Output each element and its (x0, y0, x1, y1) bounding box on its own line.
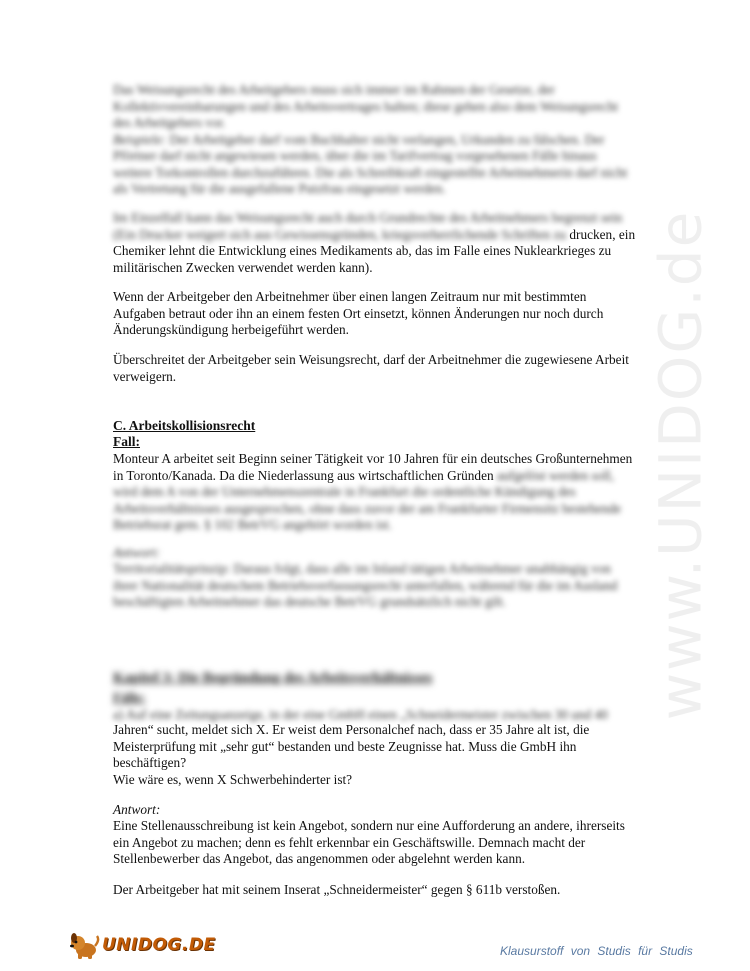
chapter-3-last-line: Der Arbeitgeber hat mit seinem Inserat „Schneidermeister“ gegen § 611b verstoßen. (113, 882, 561, 897)
case-blurred-text: aufgelöst werden soll, wird dem A von der Unternehmenszentrale in Frankfurt die ordentliche Kündigung des Arbeitsverhältnisses ausgesprochen, ohne dass zuvor der am Frankfurter Firmensitz bestehende Betriebsrat gem. § 102 BetrVG angehört worden ist. (113, 467, 622, 532)
chapter-3-heading: Kapitel 3: Die Begründung des Arbeitsverhältnisses (113, 670, 433, 686)
watermark-text: www.UNIDOG.de (646, 209, 714, 721)
watermark (640, 209, 720, 721)
chapter-3-faelle-label: Fälle: (113, 690, 146, 705)
paragraph-blurred-part: Im Einzelfall kann das Weisungsrecht auch durch Grundrechte des Arbeitnehmers begrenzt sein (Ein Drucker weigert sich aus Gewissensgründen, kriegsverherrlichende Schriften zu (113, 210, 623, 242)
example-label: Beispiele: (113, 131, 167, 147)
paragraph-grundrechte (113, 210, 638, 276)
chapter-3-case-text (113, 722, 638, 788)
chapter-3-answer-text: Eine Stellenausschreibung ist kein Angebot, sondern nur eine Aufforderung an andere, ihrerseits ein Angebot zu machen; denn es fehlt erkennbar ein Geschäftswille. Demnach macht der Stellenbewerber das Angebot, das angenommen oder abgelehnt werden kann. (113, 818, 625, 866)
paragraph-weisungsrecht-blurred (113, 82, 638, 198)
unidog-logo[interactable] (66, 930, 216, 960)
case-question-2: Wie wäre es, wenn X Schwerbehinderter ist? (113, 771, 353, 787)
case-visible-text: Monteur A arbeitet seit Beginn seiner Tätigkeit vor 10 Jahren für ein deutsches Großunternehmen in Toronto/Kanada. Da die Niederlassung aus wirtschaftlichen Gründen (113, 451, 633, 483)
chapter-3-case-blurred-line: a) Auf eine Zeitungsanzeige, in der eine GmbH einen „Schneidermeister zwischen 30 und 40 (113, 707, 608, 722)
section-c-answer-label: Antwort: (113, 545, 161, 560)
dog-mascot-icon (66, 930, 100, 960)
paragraph-aenderungskuendigung (113, 289, 638, 339)
chapter-3-answer-label: Antwort: (113, 802, 161, 817)
section-c-case (113, 451, 638, 534)
paragraph-visible-part: drucken, ein Chemiker lehnt die Entwicklung eines Medikaments ab, das im Falle eines Nuklearkrieges zu militärischen Zwecken verwendet werden kann). (113, 226, 636, 275)
logo-text: UNIDOG.DE (102, 935, 216, 955)
section-c-answer-text: Territorialitätsprinzip: Daraus folgt, dass alle im Inland tätigen Arbeitnehmer unabhängig von ihrer Nationalität deutschem Betriebsverfassungsrecht unterfallen, während für die im Ausland beschäftigten Arbeitnehmer das deutsche BetrVG grundsätzlich nicht gilt. (113, 561, 618, 609)
paragraph-weigerungsrecht (113, 352, 638, 385)
paragraph-text: Wenn der Arbeitgeber den Arbeitnehmer über einen langen Zeitraum nur mit bestimmten Aufgaben betraut oder ihn an einem festen Ort einsetzt, können Änderungen nur noch durch Änderungskündigung herbeigeführt werden. (113, 289, 604, 337)
case-text: Jahren“ sucht, meldet sich X. Er weist dem Personalchef nach, dass er 35 Jahre alt ist, die Meisterprüfung mit „sehr gut“ bestanden und beste Zeugnisse hat. Muss die GmbH ihn beschäftigen? (113, 722, 590, 770)
footer-slogan: Klausurstoff von Studis für Studis (500, 944, 693, 958)
section-heading-c: C. Arbeitskollisionsrecht (113, 418, 256, 433)
paragraph-text: Überschreitet der Arbeitgeber sein Weisungsrecht, darf der Arbeitnehmer die zugewiesene Arbeit verweigern. (113, 352, 629, 384)
example-text: Der Arbeitgeber darf vom Buchhalter nicht verlangen, Urkunden zu fälschen. Der Pförtner darf nicht angewiesen werden, über die im Tarifvertrag vorgesehenen Fälle hinaus weitere Torkontrollen durchzuführen. Die als Schreibkraft eingestellte Arbeitnehmerin darf nicht als Vertretung für die ausgefallene Putzfrau eingesetzt werden. (113, 131, 628, 196)
section-fall-label: Fall: (113, 434, 140, 449)
paragraph-text: Das Weisungsrecht des Arbeitgebers muss sich immer im Rahmen der Gesetze, der Kollektivvereinbarungen und des Arbeitsvertrages halten; diese gehen also dem Weisungsrecht des Arbeitgebers vor. (113, 82, 618, 130)
